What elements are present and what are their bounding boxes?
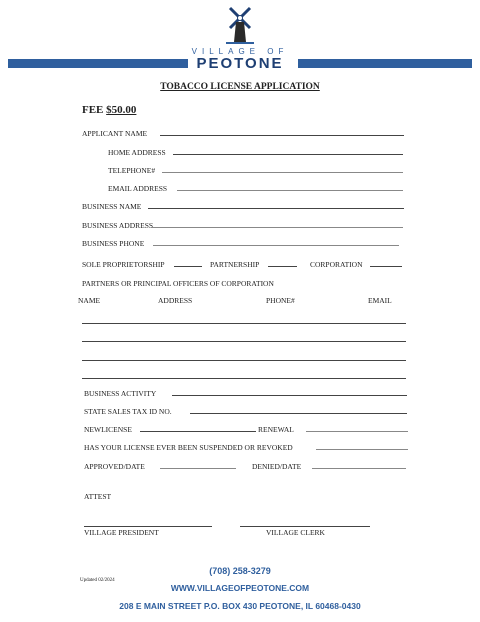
column-header-address: ADDRESS (158, 296, 193, 305)
business-activity-label: BUSINESS ACTIVITY (84, 389, 157, 398)
windmill-logo-icon (222, 6, 258, 46)
applicant-name-field[interactable] (160, 135, 404, 136)
partner-row-2[interactable] (82, 341, 406, 342)
sole-proprietorship-field[interactable] (174, 266, 202, 267)
business-address-field[interactable] (151, 227, 403, 228)
renewal-label: RENEWAL (258, 425, 294, 434)
village-clerk-signature-line[interactable] (240, 526, 370, 527)
business-name-label: BUSINESS NAME (82, 202, 142, 211)
approved-date-field[interactable] (160, 468, 236, 469)
village-president-label: VILLAGE PRESIDENT (84, 528, 159, 537)
partner-row-3[interactable] (82, 360, 406, 361)
business-name-field[interactable] (148, 208, 404, 209)
form-title: TOBACCO LICENSE APPLICATION (160, 82, 320, 92)
partners-heading: PARTNERS OR PRINCIPAL OFFICERS OF CORPORATION (82, 279, 274, 288)
state-sales-tax-label: STATE SALES TAX ID NO. (84, 407, 172, 416)
new-license-label: NEWLICENSE (84, 425, 132, 434)
approved-date-label: APPROVED/DATE (84, 462, 145, 471)
email-address-field[interactable] (177, 190, 403, 191)
partner-row-1[interactable] (82, 323, 406, 324)
home-address-field[interactable] (173, 154, 403, 155)
village-clerk-label: VILLAGE CLERK (266, 528, 325, 537)
fee-line (82, 104, 136, 116)
brand-main-text: PEOTONE (196, 55, 284, 72)
updated-date: Updated 02/2024 (80, 578, 115, 583)
footer-address: 208 E MAIN STREET P.O. BOX 430 PEOTONE, IL 60468-0430 (119, 601, 361, 611)
suspended-question-label: HAS YOUR LICENSE EVER BEEN SUSPENDED OR REVOKED (84, 443, 293, 452)
telephone-field[interactable] (162, 172, 403, 173)
home-address-label: HOME ADDRESS (108, 148, 166, 157)
denied-date-label: DENIED/DATE (252, 462, 302, 471)
suspended-question-field[interactable] (316, 449, 408, 450)
partnership-field[interactable] (268, 266, 297, 267)
corporation-label: CORPORATION (310, 260, 363, 269)
new-license-field[interactable] (140, 431, 256, 432)
business-phone-label: BUSINESS PHONE (82, 239, 145, 248)
business-phone-field[interactable] (153, 245, 399, 246)
business-address-label: BUSINESS ADDRESS (82, 221, 154, 230)
footer-website[interactable]: WWW.VILLAGEOFPEOTONE.COM (170, 583, 310, 593)
column-header-phone: PHONE# (266, 296, 295, 305)
fee-amount: $50.00 (106, 104, 137, 116)
state-sales-tax-field[interactable] (190, 413, 407, 414)
partnership-label: PARTNERSHIP (210, 260, 260, 269)
sole-proprietorship-label: SOLE PROPRIETORSHIP (82, 260, 165, 269)
telephone-label: TELEPHONE# (108, 166, 156, 175)
partner-row-4[interactable] (82, 378, 406, 379)
applicant-name-label: APPLICANT NAME (82, 129, 148, 138)
renewal-field[interactable] (306, 431, 408, 432)
column-header-email: EMAIL (368, 296, 392, 305)
business-activity-field[interactable] (172, 395, 407, 396)
column-header-name: NAME (78, 296, 101, 305)
email-address-label: EMAIL ADDRESS (108, 184, 168, 193)
denied-date-field[interactable] (312, 468, 406, 469)
footer-phone: (708) 258-3279 (209, 566, 271, 576)
corporation-field[interactable] (370, 266, 402, 267)
fee-label: FEE (82, 104, 104, 116)
attest-label: ATTEST (84, 492, 112, 501)
brand-top-text: VILLAGE OF (191, 47, 289, 56)
village-president-signature-line[interactable] (84, 526, 212, 527)
